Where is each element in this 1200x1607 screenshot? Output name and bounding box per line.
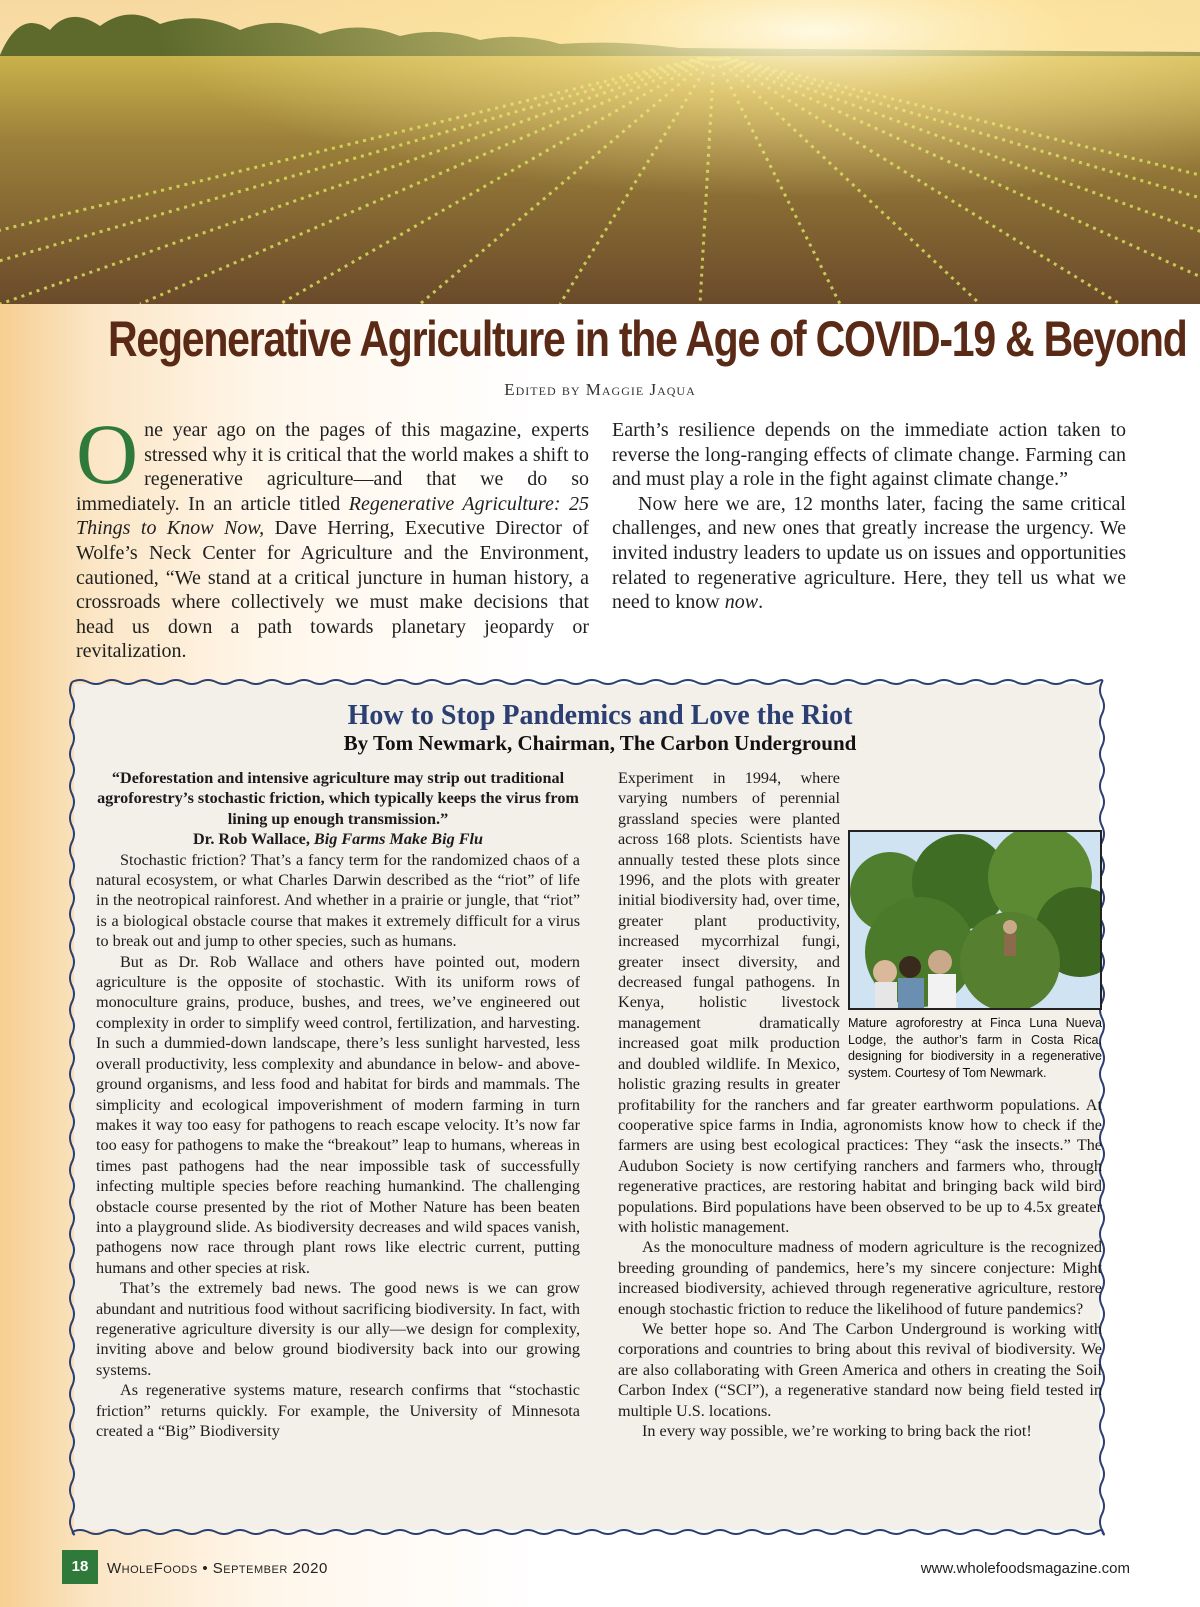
intro-left-text-2: Dave Herring, Executive Director of Wolfe’s Neck Center for Agriculture and the Environment, cautioned, “We stand at a critical juncture in human history, a crossroads where collectively we must make decisions that head us down a path towards planetary jeopardy or revitalization. [76, 517, 589, 663]
sidebar-right-paragraph-1 [618, 768, 1102, 1237]
website-url[interactable]: www.wholefoodsmagazine.com [920, 1560, 1130, 1577]
photo-caption: Mature agroforestry at Finca Luna Nueva Lodge, the author’s farm in Costa Rica, designing for biodiversity in a regenerative system. Courtesy of Tom Newmark. [848, 1016, 1102, 1080]
sidebar-right-paragraph-3: We better hope so. And The Carbon Underground is working with corporations and countries to bring about this revival of biodiversity. We are also collaborating with Green America and others in creating the Soil Carbon Index (“SCI”), a regenerative standard now being field tested in multiple U.S. locations. [618, 1319, 1102, 1420]
sidebar-right-column [618, 768, 1102, 1441]
intro-right-paragraph-2 [612, 492, 1126, 615]
pull-quote: “Deforestation and intensive agriculture may strip out traditional agroforestry’s stochastic friction, which typically keeps the virus from lining up enough transmission.” [97, 769, 579, 828]
sidebar-right-text-1: Experiment in 1994, where varying numbers of perennial grassland species were planted across 168 plots. Scientists have annually tested these plots since 1996, and the plots with greater initial biodiversity had, over time, greater plant productivity, increased mycorrhizal fungi, greater insect diversity, and decreased fungal pathogens. In Kenya, holistic livestock management dramatically increased goat milk production and doubled wildlife. In Mexico, holistic grazing results in greater profitability for the ranchers and far greater earthworm populations. At cooperative spice farms in India, agronomists know how to check if the farmers are using best ecological practices: They “ask the insects.” The Audubon Society is now certifying ranchers and farmers who, through regenerative practices, are restoring habitat and bringing back wild bird populations. Bird populations have been observed to be up to 4.5x greater with holistic management. [618, 769, 1102, 1236]
sidebar-right-paragraph-4: In every way possible, we’re working to bring back the riot! [642, 1422, 1032, 1440]
sidebar-author: By Tom Newmark, Chairman, The Carbon Underground [343, 731, 857, 755]
drop-cap: O [76, 406, 139, 502]
sidebar-left-paragraph-2: But as Dr. Rob Wallace and others have pointed out, modern agriculture is the opposite of stochastic. With its uniform rows of monoculture grains, produce, bushes, and trees, we’ve engineered out complexity in order to simplify weed control, fertilization, and harvesting. In such a dummied-down landscape, there’s less sunlight harvested, less overall productivity, less complexity and abundance in below- and above-ground organisms, and less food and habitat for birds and mammals. The simplicity and ecological impoverishment of modern farming in turn makes it way too easy for pathogens to reach escape velocity. It’s now far too easy for pathogens to make the “breakout” leap to humans, whereas in times past pathogens had the near impossible task of successfully infecting multiple species before reaching humankind. The challenging obstacle course presented by the riot of Mother Nature has been beaten into a playground slide. As biodiversity decreases and wild spaces vanish, pathogens now race through plant rows like electric current, putting humans and other species at risk. [96, 952, 580, 1277]
publication-line: WholeFoods • September 2020 [107, 1560, 328, 1577]
intro-right-column [612, 418, 1126, 615]
sidebar-title: How to Stop Pandemics and Love the Riot [347, 700, 853, 731]
quote-attribution-name: Dr. Rob Wallace, [192, 830, 314, 849]
sidebar-right-paragraph-2: As the monoculture madness of modern agriculture is the recognized breeding grounding of pandemics, here’s my sincere conjecture: Might increased biodiversity, achieved through regenerative agriculture, restore enough stochastic friction to reduce the likelihood of future pandemics? [618, 1238, 1102, 1318]
intro-right-paragraph-1: Earth’s resilience depends on the immediate action taken to reverse the long-ranging effects of climate change. Farming can and must play a role in the fight against climate change.” [612, 419, 1126, 491]
agroforestry-photo [848, 830, 1102, 1010]
intro-right-text-2a: Now here we are, 12 months later, facing the same critical challenges, and new ones that greatly increase the urgency. We invited industry leaders to update us on issues and opportunities related to regenerative agriculture. Here, they tell us what we need to know [612, 492, 1126, 614]
sidebar-left-column [96, 768, 580, 1441]
article-byline: Edited by Maggie Jaqua [504, 380, 696, 399]
quote-attribution-work: Big Farms Make Big Flu [313, 830, 484, 849]
intro-right-emphasis: now [724, 591, 759, 614]
quote-attribution [96, 829, 580, 849]
intro-left-reference: Regenerative Agriculture: 25 Things to Know Now, [76, 492, 589, 540]
intro-left-text-1: ne year ago on the pages of this magazine, experts stressed why it is critical that the world makes a shift to regenerative agriculture—and that we do so immediately. In an article titled [76, 419, 590, 515]
intro-right-text-2c: . [758, 591, 764, 614]
intro-left-column [76, 406, 590, 664]
agroforestry-photo-figure [848, 830, 1102, 1081]
sidebar-left-paragraph-4: As regenerative systems mature, research confirms that “stochastic friction” returns quickly. For example, the University of Minnesota created a “Big” Biodiversity [96, 1381, 580, 1440]
sidebar-left-paragraph-1: Stochastic friction? That’s a fancy term for the randomized chaos of a natural ecosystem, or what Charles Darwin described as the “riot” of life in the neotropical rainforest. And whether in a prairie or jungle, that “riot” is a biological obstacle course that makes it extremely difficult for a virus to break out and jump to other species, such as humans. [96, 850, 580, 951]
article-title: Regenerative Agriculture in the Age of COVID-19 & Beyond [108, 311, 1187, 367]
hero-field-photo [0, 0, 1200, 304]
sidebar-left-paragraph-3: That’s the extremely bad news. The good news is we can grow abundant and nutritious food without sacrificing biodiversity. In fact, with regenerative agriculture diversity is our ally—we design for complexity, inviting above and below ground biodiversity back into our growing systems. [96, 1279, 580, 1379]
page-number-badge: 18 [62, 1550, 98, 1584]
